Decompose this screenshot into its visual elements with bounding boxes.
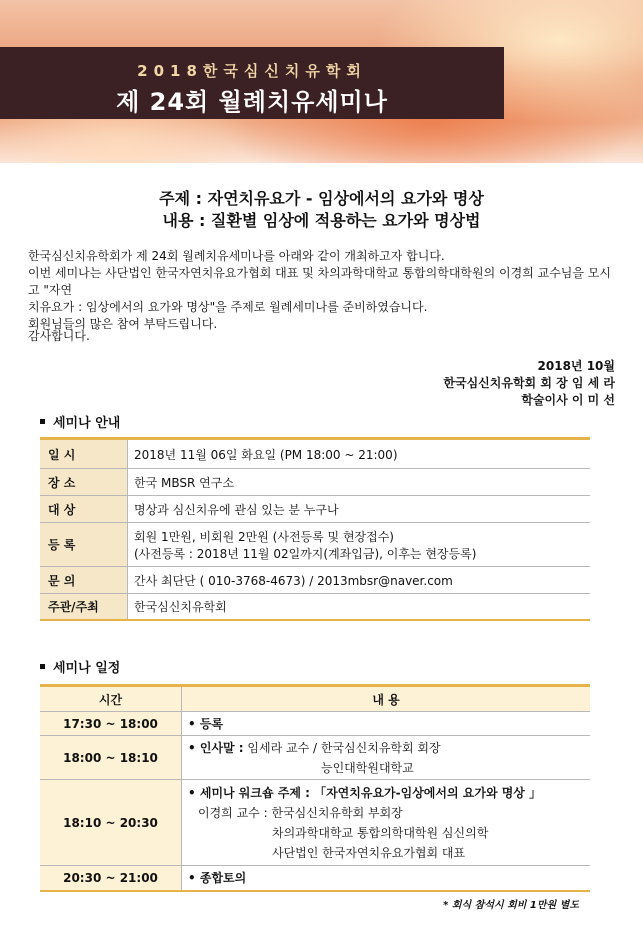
topic-content: 내용 : 질환별 임상에 적용하는 요가와 명상법 bbox=[162, 211, 481, 230]
banner-subtitle: 2018한국심신치유학회 bbox=[137, 62, 367, 80]
info-label: 주관/주최 bbox=[40, 594, 128, 620]
speaker-affiliation: 능인대학원대학교 bbox=[321, 760, 414, 775]
info-value: 명상과 심신치유에 관심 있는 분 누구나 bbox=[128, 496, 591, 523]
header-banner bbox=[0, 0, 643, 163]
greeting-label: • 인사말 : bbox=[188, 740, 244, 755]
info-value: 2018년 11월 06일 화요일 (PM 18:00 ~ 21:00) bbox=[128, 439, 591, 469]
schedule-item: • 종합토의 bbox=[188, 870, 247, 885]
workshop-topic: • 세미나 워크숍 주제 : 「자연치유요가-임상에서의 요가와 명상 」 bbox=[188, 785, 542, 800]
registration-fee: 회원 1만원, 비회원 2만원 (사전등록 및 현장접수) bbox=[134, 529, 394, 544]
table-row bbox=[40, 496, 590, 523]
info-value: 한국 MBSR 연구소 bbox=[128, 469, 591, 496]
footnote: * 회식 참석시 회비 1만원 별도 bbox=[443, 900, 579, 911]
info-label: 문 의 bbox=[40, 567, 128, 594]
intro-line: 한국심신치유학회가 제 24회 월례치유세미나를 아래와 같이 개최하고자 합니다. bbox=[28, 249, 445, 263]
table-row bbox=[40, 712, 590, 736]
signature-date: 2018년 10월 bbox=[537, 359, 615, 373]
table-row bbox=[40, 523, 590, 567]
info-value bbox=[128, 523, 591, 567]
schedule-content bbox=[182, 866, 591, 891]
intro-line: 이번 세미나는 사단법인 한국자연치유요가협회 대표 및 차의과학대학교 통합의학대학원의 이경희 교수님을 모시고 "자연 bbox=[28, 266, 611, 297]
schedule-section-heading bbox=[40, 657, 120, 676]
table-row bbox=[40, 866, 590, 891]
schedule-time: 18:00 ~ 18:10 bbox=[40, 736, 182, 780]
info-label: 대 상 bbox=[40, 496, 128, 523]
info-section-heading bbox=[40, 412, 120, 431]
table-row bbox=[40, 469, 590, 496]
topic-theme: 주제 : 자연치유요가 - 임상에서의 요가와 명상 bbox=[159, 189, 484, 208]
column-header-time: 시간 bbox=[40, 686, 182, 712]
column-header-content: 내 용 bbox=[182, 686, 591, 712]
workshop-speaker: 이경희 교수 : 한국심신치유학회 부회장 bbox=[198, 805, 403, 820]
schedule-table bbox=[40, 684, 590, 892]
intro-line: 회원님들의 많은 참여 부탁드립니다. bbox=[28, 317, 218, 331]
schedule-heading-text: 세미나 일정 bbox=[53, 661, 121, 676]
banner-title: 제 24회 월례치유세미나 bbox=[116, 88, 388, 116]
table-row bbox=[40, 736, 590, 780]
table-row bbox=[40, 780, 590, 866]
info-value: 한국심신치유학회 bbox=[128, 594, 591, 620]
table-row bbox=[40, 439, 590, 469]
schedule-item: • 등록 bbox=[188, 716, 224, 731]
table-row bbox=[40, 594, 590, 620]
schedule-content bbox=[182, 780, 591, 866]
info-value: 간사 최단단 ( 010-3768-4673) / 2013mbsr@naver.com bbox=[128, 567, 591, 594]
table-row bbox=[40, 567, 590, 594]
table-header-row bbox=[40, 686, 590, 712]
intro-text bbox=[28, 248, 618, 333]
signature-president: 한국심신치유학회 회 장 임 세 라 bbox=[443, 376, 615, 390]
schedule-content bbox=[182, 736, 591, 780]
schedule-item bbox=[188, 738, 584, 758]
thanks-text: 감사합니다. bbox=[28, 329, 90, 343]
info-heading-text: 세미나 안내 bbox=[53, 416, 121, 431]
bullet-icon bbox=[40, 419, 45, 424]
signature-director: 학술이사 이 미 선 bbox=[521, 393, 615, 407]
info-label: 장 소 bbox=[40, 469, 128, 496]
intro-line: 치유요가 : 임상에서의 요가와 명상"을 주제로 월례세미나를 준비하였습니다. bbox=[28, 300, 428, 314]
info-label: 일 시 bbox=[40, 439, 128, 469]
greeting-speaker: 임세라 교수 / 한국심신치유학회 회장 bbox=[243, 740, 441, 755]
schedule-time: 18:10 ~ 20:30 bbox=[40, 780, 182, 866]
schedule-content bbox=[182, 712, 591, 736]
speaker-affiliation: 사단법인 한국자연치유요가협회 대표 bbox=[272, 845, 466, 860]
info-table bbox=[40, 437, 590, 621]
schedule-time: 20:30 ~ 21:00 bbox=[40, 866, 182, 891]
speaker-affiliation: 차의과학대학교 통합의학대학원 심신의학 bbox=[272, 825, 489, 840]
schedule-time: 17:30 ~ 18:00 bbox=[40, 712, 182, 736]
info-label: 등 록 bbox=[40, 523, 128, 567]
registration-deadline: (사전등록 : 2018년 11월 02일까지(계좌입금), 이후는 현장등록) bbox=[134, 546, 477, 561]
bullet-icon bbox=[40, 664, 45, 669]
